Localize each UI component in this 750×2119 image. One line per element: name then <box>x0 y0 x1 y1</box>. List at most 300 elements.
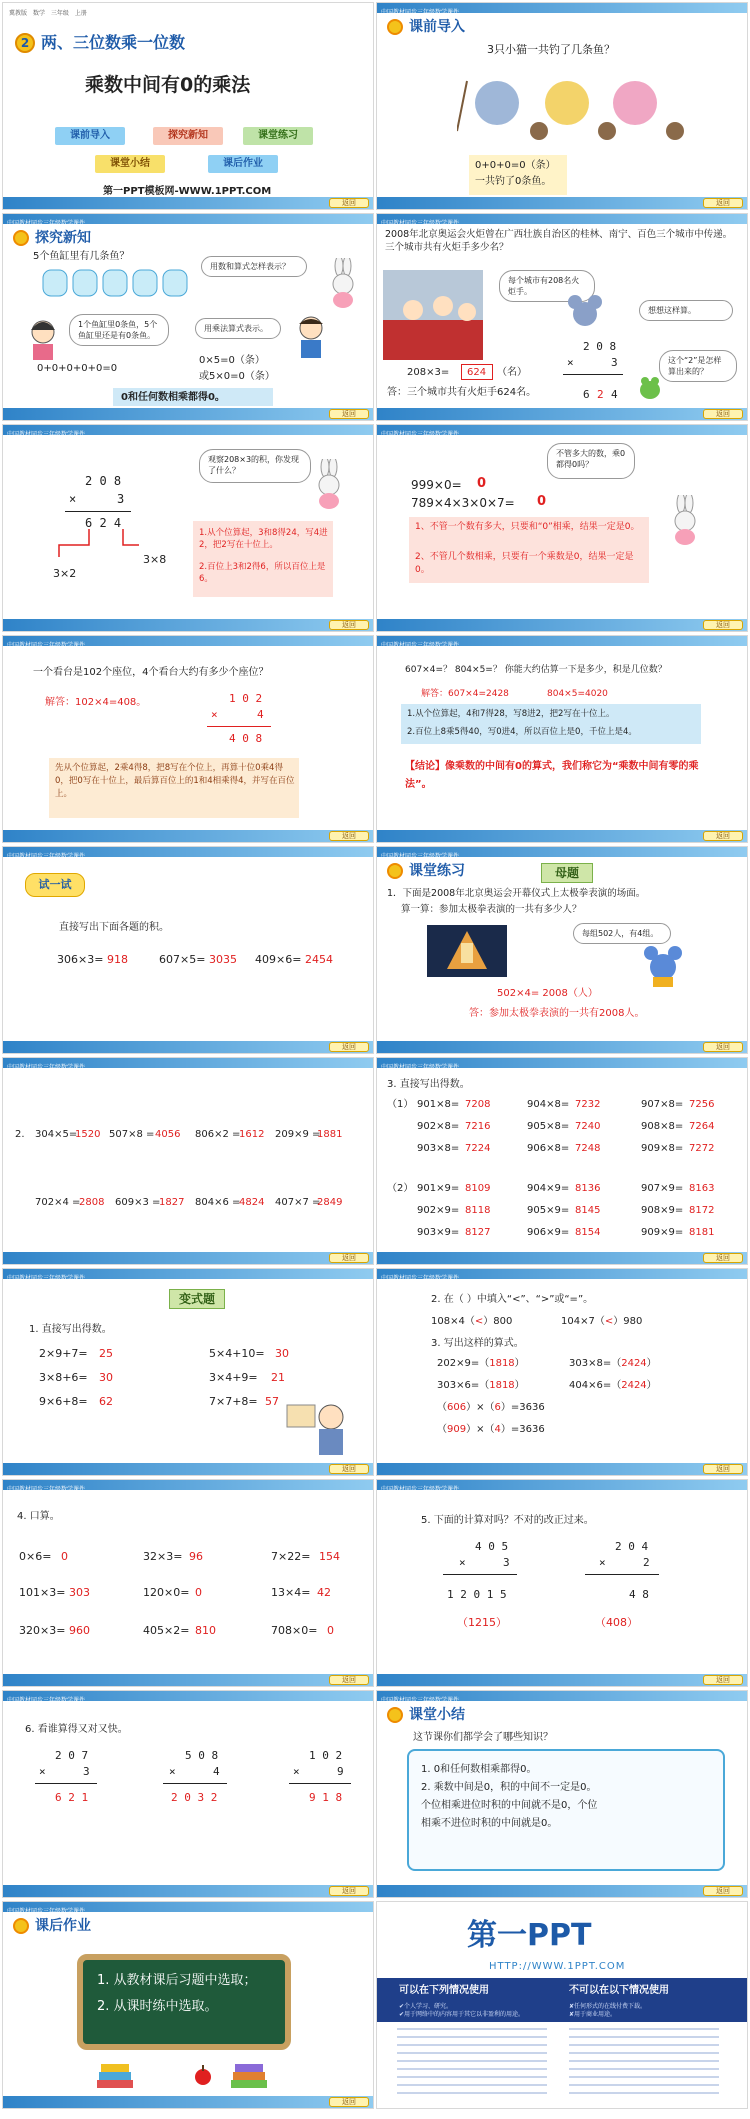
r2c3-answer: 7264 <box>689 1121 715 1132</box>
back-button[interactable]: 返回 <box>703 1886 743 1896</box>
r2c1-answer: 30 <box>99 1371 113 1384</box>
section-label: 课后作业 <box>35 1918 91 1934</box>
step-label-2: 3×8 <box>143 553 167 566</box>
r3c2-answer: 810 <box>195 1624 216 1637</box>
r1c2 <box>569 1357 657 1370</box>
bottom-bar <box>3 1252 373 1264</box>
calc-b-multiplier: 2 <box>643 1556 650 1569</box>
speech-bubble: 每个城市有208名火炬手。 <box>499 270 595 302</box>
vertical-rule <box>207 726 271 727</box>
r1c1-answer: 1818 <box>489 1358 515 1369</box>
note-2: 2.百位上8乘5得40，写0进4，所以百位上是0，千位上是4。 <box>407 727 637 737</box>
top-bar <box>377 636 747 649</box>
section-label: 探究新知 <box>35 230 91 246</box>
bottom-bar <box>377 1885 747 1897</box>
r1c2-expr: 303×8=（ <box>569 1358 622 1369</box>
vertical-multiplicand: 2 0 8 <box>583 340 617 353</box>
kittens-fishing-illustration <box>457 61 697 141</box>
forbidden-note-2: ✘用于商业用途。 <box>569 2011 617 2018</box>
r1c1 <box>437 1357 525 1370</box>
bottom-bar <box>377 1041 747 1053</box>
note-1: 1、不管一个数有多大，只要和“0”相乘，结果一定是0。 <box>415 522 640 532</box>
r6c1-expr: 903×9= <box>417 1227 460 1238</box>
bottom-bar <box>3 2096 373 2108</box>
bottom-bar <box>3 1674 373 1686</box>
unit-number-badge <box>15 33 35 53</box>
topbar-text: 中国教材同步三年级数学课件 <box>7 853 86 860</box>
section-icon <box>387 863 403 879</box>
vertical-rule <box>65 511 131 512</box>
step-label-1: 3×2 <box>53 567 77 580</box>
books-icon <box>95 2058 135 2092</box>
topbar-text: 中国教材同步三年级数学课件 <box>7 642 86 649</box>
calc-a-rule <box>443 1574 517 1575</box>
note-text: 先从个位算起，2乘4得8，把8写在个位上，再算十位0乘4得0，把0写在十位上，最后算百位上的1和4相乘得4，并写在百位上。 <box>55 763 295 799</box>
back-button[interactable]: 返回 <box>329 831 369 841</box>
vertical-multiplier: 4 <box>257 708 264 721</box>
row1-item4-answer: 1881 <box>317 1129 343 1140</box>
r1c3-expr: 907×8= <box>641 1099 684 1110</box>
factor-row-2-b: 4 <box>494 1424 501 1435</box>
back-button[interactable]: 返回 <box>329 1886 369 1896</box>
topbar-text: 中国教材同步三年级数学课件 <box>7 220 86 227</box>
back-button[interactable]: 返回 <box>703 409 743 419</box>
row2-item4-expr: 407×7 = <box>275 1197 321 1208</box>
unit-title: 两、三位数乘一位数 <box>41 33 186 52</box>
row2-item2-expr: 609×3 = <box>115 1197 161 1208</box>
slide-6[interactable] <box>376 424 748 632</box>
equation-mul-2: 或5×0=0（条） <box>199 371 275 382</box>
vertical-times-sign: × <box>211 708 218 721</box>
slide-8[interactable] <box>376 635 748 843</box>
r1c3-expr: 7×22= <box>271 1550 311 1563</box>
site-text: 第一PPT模板网-WWW.1PPT.COM <box>103 186 272 197</box>
bottom-bar <box>377 619 747 631</box>
item-3-expr: 409×6= <box>255 953 302 966</box>
vertical-result-ones: 4 <box>611 388 618 401</box>
r4c2-answer: 8136 <box>575 1183 601 1194</box>
item-3-answer: 2454 <box>305 953 333 966</box>
calc-b-correction: （408） <box>595 1616 638 1629</box>
top-bar <box>3 1058 373 1071</box>
slide-16[interactable] <box>376 1479 748 1687</box>
r3c1-answer: 7224 <box>465 1143 491 1154</box>
slide-13[interactable] <box>2 1268 374 1476</box>
link-list-right[interactable] <box>569 2028 719 2098</box>
top-bar <box>377 1058 747 1071</box>
r2c1-expr: 902×8= <box>417 1121 460 1132</box>
top-bar <box>377 425 747 438</box>
item-1-answer: 918 <box>107 953 128 966</box>
top-bar <box>377 847 747 860</box>
topbar-text: 中国教材同步三年级数学课件 <box>381 1486 460 1493</box>
row1-item2-expr: 507×8 = <box>109 1129 155 1140</box>
question-line-2: 算一算：参加太极拳表演的一共有多少人？ <box>401 904 582 915</box>
section-title <box>383 17 473 37</box>
calc-1-rule <box>35 1783 97 1784</box>
r2c1 <box>437 1379 525 1392</box>
r1c1-answer: 0 <box>61 1550 68 1563</box>
slide-10[interactable] <box>376 846 748 1054</box>
slide-17[interactable] <box>2 1690 374 1898</box>
back-button[interactable]: 返回 <box>703 1253 743 1263</box>
girl-icon <box>25 318 61 362</box>
bottom-bar <box>377 1252 747 1264</box>
speech-bubble: 用数和算式怎样表示？ <box>201 256 307 277</box>
r3c3-expr: 708×0= <box>271 1624 318 1637</box>
slide-9[interactable] <box>2 846 374 1054</box>
compare-1-symbol: < <box>474 1316 484 1327</box>
section-icon <box>13 230 29 246</box>
question-text: 3只小猫一共钓了几条鱼？ <box>487 43 615 56</box>
vertical-multiplier: 3 <box>611 356 618 369</box>
note-1: 1.从个位算起，3和8得24，写4进2，把2写在十位上。 <box>199 528 328 550</box>
calc-1-times-sign: × <box>39 1765 46 1778</box>
back-button[interactable]: 返回 <box>703 1042 743 1052</box>
fish-tanks-illustration <box>41 266 191 300</box>
slide-15[interactable] <box>2 1479 374 1687</box>
section-label: 课前导入 <box>409 19 465 35</box>
answer-1: 解答：607×4=2428 <box>421 689 509 699</box>
vertical-multiplier: 3 <box>117 492 125 506</box>
top-bar <box>377 1269 747 1282</box>
slide-20[interactable] <box>376 1901 748 2109</box>
r1c3-answer: 7256 <box>689 1099 715 1110</box>
r2c3-answer: 42 <box>317 1586 331 1599</box>
slide-3[interactable] <box>2 213 374 421</box>
rabbit-icon <box>667 495 701 545</box>
r6c1-answer: 8127 <box>465 1227 491 1238</box>
r1c2-close: ） <box>646 1358 657 1369</box>
r1c2-answer: 30 <box>275 1347 289 1360</box>
r5c2-answer: 8145 <box>575 1205 601 1216</box>
slide-1[interactable] <box>2 2 374 210</box>
back-button[interactable]: 返回 <box>329 1042 369 1052</box>
top-bar <box>377 1480 747 1493</box>
calc-a-result: 1 2 0 1 5 <box>447 1588 507 1601</box>
equation-left: 208×3= <box>407 367 450 378</box>
note-2: 2、不管几个数相乘，只要有一个乘数是0，结果一定是0。 <box>415 552 634 575</box>
back-button[interactable]: 返回 <box>329 409 369 419</box>
calc-a-times-sign: × <box>459 1556 466 1569</box>
section-icon <box>13 1918 29 1934</box>
slide-5[interactable] <box>2 424 374 632</box>
question-text: 607×4=？ 804×5=？ 你能大约估算一下是多少，积是几位数？ <box>405 665 667 675</box>
brand-logo: 第一PPT <box>467 1918 592 1953</box>
r4c2-expr: 904×9= <box>527 1183 570 1194</box>
r5c1-answer: 8118 <box>465 1205 491 1216</box>
bottom-bar <box>377 830 747 842</box>
bottom-bar <box>377 1674 747 1686</box>
rabbit-icon <box>325 258 359 308</box>
speech-bubble: 观察208×3的积，你发现了什么？ <box>199 449 311 483</box>
topbar-text: 中国教材同步三年级数学课件 <box>7 1064 86 1071</box>
topbar-text: 中国教材同步三年级数学课件 <box>7 1908 86 1915</box>
teacher-icon <box>283 1399 349 1459</box>
bottom-bar <box>377 197 747 209</box>
topbar-text: 中国教材同步三年级数学课件 <box>7 431 86 438</box>
calc-1-result: 6 2 1 <box>55 1791 89 1804</box>
compare-2-right: ）980 <box>613 1316 643 1327</box>
r6c2-answer: 8154 <box>575 1227 601 1238</box>
exercise-title: 4. 口算。 <box>17 1511 60 1522</box>
nav-button-summary[interactable]: 课堂小结 <box>95 155 165 173</box>
r5c3-expr: 908×9= <box>641 1205 684 1216</box>
r2c2-expr: 905×8= <box>527 1121 570 1132</box>
topbar-text: 中国教材同步三年级数学课件 <box>381 642 460 649</box>
r3c2-answer: 7248 <box>575 1143 601 1154</box>
back-button[interactable]: 返回 <box>329 198 369 208</box>
equation-mul-1: 0×5=0（条） <box>199 355 265 366</box>
compare-1-right: ）800 <box>483 1316 513 1327</box>
top-bar <box>377 214 747 227</box>
r6c2-expr: 906×9= <box>527 1227 570 1238</box>
speech-bubble: 不管多大的数，乘0都得0吗？ <box>547 443 635 479</box>
r4c3-expr: 907×9= <box>641 1183 684 1194</box>
calc-3-multiplier: 9 <box>337 1765 344 1778</box>
calc-3-multiplicand: 1 0 2 <box>309 1749 343 1762</box>
row2-item3-expr: 804×6 = <box>195 1197 241 1208</box>
header-subject: 数学 <box>32 10 45 17</box>
slide-2[interactable] <box>376 2 748 210</box>
r1c2-expr: 32×3= <box>143 1550 183 1563</box>
bottom-bar <box>3 197 373 209</box>
mouse-icon <box>643 945 683 989</box>
slide-18[interactable] <box>376 1690 748 1898</box>
r2c1-expr: 101×3= <box>19 1586 66 1599</box>
r3c3-answer: 0 <box>327 1624 334 1637</box>
bottom-bar <box>3 1885 373 1897</box>
calc-2-multiplier: 4 <box>213 1765 220 1778</box>
equation: 502×4= 2008（人） <box>497 988 598 999</box>
back-button[interactable]: 返回 <box>329 1675 369 1685</box>
calc-1-multiplier: 3 <box>83 1765 90 1778</box>
top-bar <box>3 1691 373 1704</box>
r2c1-expr: 303×6=（ <box>437 1380 490 1391</box>
topbar-text: 中国教材同步三年级数学课件 <box>381 1275 460 1282</box>
back-button[interactable]: 返回 <box>703 831 743 841</box>
r2c3-expr: 908×8= <box>641 1121 684 1132</box>
r2c2-expr: 120×0= <box>143 1586 190 1599</box>
summary-line-1: 1. 0和任何数相乘都得0。 <box>421 1764 537 1775</box>
question-text: 直接写出下面各题的积。 <box>59 922 169 933</box>
section-label: 课堂小结 <box>409 1707 465 1723</box>
r2c2-expr: 3×4+9= <box>209 1371 258 1384</box>
group-1-label: （1） <box>387 1099 414 1110</box>
exercise-title-3: 3. 写出这样的算式。 <box>431 1338 524 1349</box>
r1c2-expr: 904×8= <box>527 1099 570 1110</box>
slide-12[interactable] <box>376 1057 748 1265</box>
back-button[interactable]: 返回 <box>329 1464 369 1474</box>
row2-item1-expr: 702×4 = <box>35 1197 81 1208</box>
back-button[interactable]: 返回 <box>329 1253 369 1263</box>
topbar-text: 中国教材同步三年级数学课件 <box>381 9 460 16</box>
top-bar <box>3 1480 373 1493</box>
brand-url[interactable]: HTTP://WWW.1PPT.COM <box>489 1961 626 1972</box>
mother-problem-tag: 母题 <box>541 863 593 883</box>
exercise-title: 1. 直接写出得数。 <box>29 1324 112 1335</box>
topbar-text: 中国教材同步三年级数学课件 <box>381 853 460 860</box>
compare-2-left: 104×7（ <box>561 1316 605 1327</box>
r6c3-expr: 909×9= <box>641 1227 684 1238</box>
exercise-number: 2. <box>15 1129 25 1140</box>
equation-unit: （名） <box>497 367 527 378</box>
r2c2-answer: 21 <box>271 1371 285 1384</box>
bottom-bar <box>3 1463 373 1475</box>
calc-b-multiplicand: 2 0 4 <box>615 1540 649 1553</box>
r4c3-answer: 8163 <box>689 1183 715 1194</box>
summary-line-2: 2. 乘数中间是0，积的中间不一定是0。 <box>421 1782 597 1793</box>
slide-14[interactable] <box>376 1268 748 1476</box>
boy-icon <box>293 314 329 362</box>
item-2-answer: 3035 <box>209 953 237 966</box>
mouse-icon <box>567 294 603 334</box>
r4c1-answer: 8109 <box>465 1183 491 1194</box>
try-badge <box>25 873 85 897</box>
r1c1-expr: 0×6= <box>19 1550 52 1563</box>
calc-3-result: 9 1 8 <box>309 1791 343 1804</box>
allowed-note-2: ✔用于网络中的内容用于其它以非盈利的用途。 <box>399 2011 525 2018</box>
equation-1-answer: 0 <box>477 476 487 491</box>
factor-row-2-a: 909 <box>447 1424 467 1435</box>
slide-7[interactable] <box>2 635 374 843</box>
rule-text: 0和任何数相乘都得0。 <box>121 392 225 403</box>
compare-2 <box>561 1315 642 1328</box>
r6c3-answer: 8181 <box>689 1227 715 1238</box>
r2c2-expr: 404×6=（ <box>569 1380 622 1391</box>
speech-bubble: 想想这样算。 <box>639 300 733 321</box>
compare-1 <box>431 1315 512 1328</box>
back-button[interactable]: 返回 <box>703 1675 743 1685</box>
r1c2-answer: 2424 <box>621 1358 647 1369</box>
topbar-text: 中国教材同步三年级数学课件 <box>7 1697 86 1704</box>
r2c1-expr: 3×8+6= <box>39 1371 88 1384</box>
nav-button-practice[interactable]: 课堂练习 <box>243 127 313 145</box>
group-2-label: （2） <box>387 1183 414 1194</box>
r2c2-answer: 0 <box>195 1586 202 1599</box>
calc-b-result: 4 8 <box>629 1588 649 1601</box>
calc-a-multiplicand: 4 0 5 <box>475 1540 509 1553</box>
taichi-performance-photo <box>427 925 507 977</box>
section-title <box>383 861 473 881</box>
note-2: 2.百位上3和2得6，所以百位上是6。 <box>199 562 326 584</box>
r1c2-answer: 7232 <box>575 1099 601 1110</box>
back-button[interactable]: 返回 <box>329 620 369 630</box>
slide-4[interactable] <box>376 213 748 421</box>
r2c2-close: ） <box>646 1380 657 1391</box>
homework-line-1: 1. 从教材课后习题中选取； <box>97 1973 257 1988</box>
r1c1-expr: 2×9+7= <box>39 1347 88 1360</box>
calc-1-multiplicand: 2 0 7 <box>55 1749 89 1762</box>
link-list-left[interactable] <box>397 2028 547 2098</box>
row2-item4-answer: 2849 <box>317 1197 343 1208</box>
r3c1-expr: 903×8= <box>417 1143 460 1154</box>
factor-row-1: （606）×（6）=3636 <box>437 1402 545 1413</box>
calc-a-multiplier: 3 <box>503 1556 510 1569</box>
section-icon <box>387 19 403 35</box>
bottom-bar <box>3 408 373 420</box>
speech-bubble: 每组502人，有4组。 <box>573 923 671 944</box>
calc-2-result: 2 0 3 2 <box>171 1791 218 1804</box>
r2c1-answer: 1818 <box>489 1380 515 1391</box>
r3c2-expr: 405×2= <box>143 1624 190 1637</box>
question-text: 一个看台是102个座位，4个看台大约有多少个座位？ <box>33 667 269 678</box>
factor-row-1-result: =3636 <box>510 1402 545 1413</box>
nav-button-homework[interactable]: 课后作业 <box>208 155 278 173</box>
header-grade: 三年级 <box>50 10 69 17</box>
nav-button-intro[interactable]: 课前导入 <box>55 127 125 145</box>
factor-row-1-a: 606 <box>447 1402 467 1413</box>
question-line-1: 1．下面是2008年北京奥运会开幕仪式上太极拳表演的场面。 <box>387 888 646 899</box>
r2c1-answer: 7216 <box>465 1121 491 1132</box>
section-icon <box>387 1707 403 1723</box>
vertical-result-hundreds: 6 <box>583 388 590 401</box>
slide1-header-small <box>9 7 87 20</box>
back-button[interactable]: 返回 <box>703 1464 743 1474</box>
nav-button-explore[interactable]: 探究新知 <box>153 127 223 145</box>
top-bar <box>3 847 373 860</box>
books-icon <box>229 2058 269 2092</box>
exercise-title-2: 2. 在（ ）中填入“<”、“>”或“=”。 <box>431 1294 594 1305</box>
r1c3-answer: 154 <box>319 1550 340 1563</box>
variant-tag: 变式题 <box>169 1289 225 1309</box>
calc-a-correction: （1215） <box>457 1616 507 1629</box>
r3c2-expr: 7×7+8= <box>209 1395 258 1408</box>
frog-icon <box>639 376 661 400</box>
r2c1-close: ） <box>514 1380 525 1391</box>
r2c3-expr: 13×4= <box>271 1586 311 1599</box>
vertical-result: 4 0 8 <box>229 732 263 745</box>
top-bar <box>3 214 373 227</box>
bottom-bar <box>3 619 373 631</box>
r1c1-expr: 901×8= <box>417 1099 460 1110</box>
answer-line-2: 一共钓了0条鱼。 <box>475 176 552 187</box>
answer-text: 答：参加太极拳表演的一共有2008人。 <box>469 1008 645 1019</box>
vertical-times-sign: × <box>567 356 574 369</box>
slide-19[interactable] <box>2 1901 374 2109</box>
top-bar <box>3 425 373 438</box>
topbar-text: 中国教材同步三年级数学课件 <box>7 1275 86 1282</box>
vertical-times-sign: × <box>69 492 77 506</box>
answer-2: 804×5=4020 <box>547 689 608 699</box>
slide-11[interactable] <box>2 1057 374 1265</box>
back-button[interactable]: 返回 <box>703 198 743 208</box>
r3c1-answer: 62 <box>99 1395 113 1408</box>
r3c2-answer: 57 <box>265 1395 279 1408</box>
allowed-title: 可以在下列情况使用 <box>399 1985 489 1996</box>
compare-1-left: 108×4（ <box>431 1316 475 1327</box>
section-title <box>9 1916 99 1936</box>
calc-2-rule <box>163 1783 227 1784</box>
topbar-text: 中国教材同步三年级数学课件 <box>381 431 460 438</box>
row2-item2-answer: 1827 <box>159 1197 185 1208</box>
back-button[interactable]: 返回 <box>329 2097 369 2107</box>
allowed-note-1: ✔个人学习、研究。 <box>399 2003 453 2010</box>
topbar-text: 中国教材同步三年级数学课件 <box>7 1486 86 1493</box>
r5c2-expr: 905×9= <box>527 1205 570 1216</box>
top-bar <box>377 3 747 16</box>
question-text: 5个鱼缸里有几条鱼？ <box>33 251 130 262</box>
section-label: 课堂练习 <box>409 863 465 879</box>
r5c1-expr: 902×9= <box>417 1205 460 1216</box>
problem-text: 2008年北京奥运会火炬曾在广西壮族自治区的桂林、南宁、百色三个城市中传递。三个城市共有火炬手多少名？ <box>385 229 733 253</box>
r3c3-answer: 7272 <box>689 1143 715 1154</box>
bottom-bar <box>377 408 747 420</box>
factor-row-2-result: =3636 <box>510 1424 545 1435</box>
summary-line-4: 相乘不进位时积的中间就是0。 <box>421 1818 558 1829</box>
back-button[interactable]: 返回 <box>703 620 743 630</box>
row1-item1-expr: 304×5= <box>35 1129 78 1140</box>
